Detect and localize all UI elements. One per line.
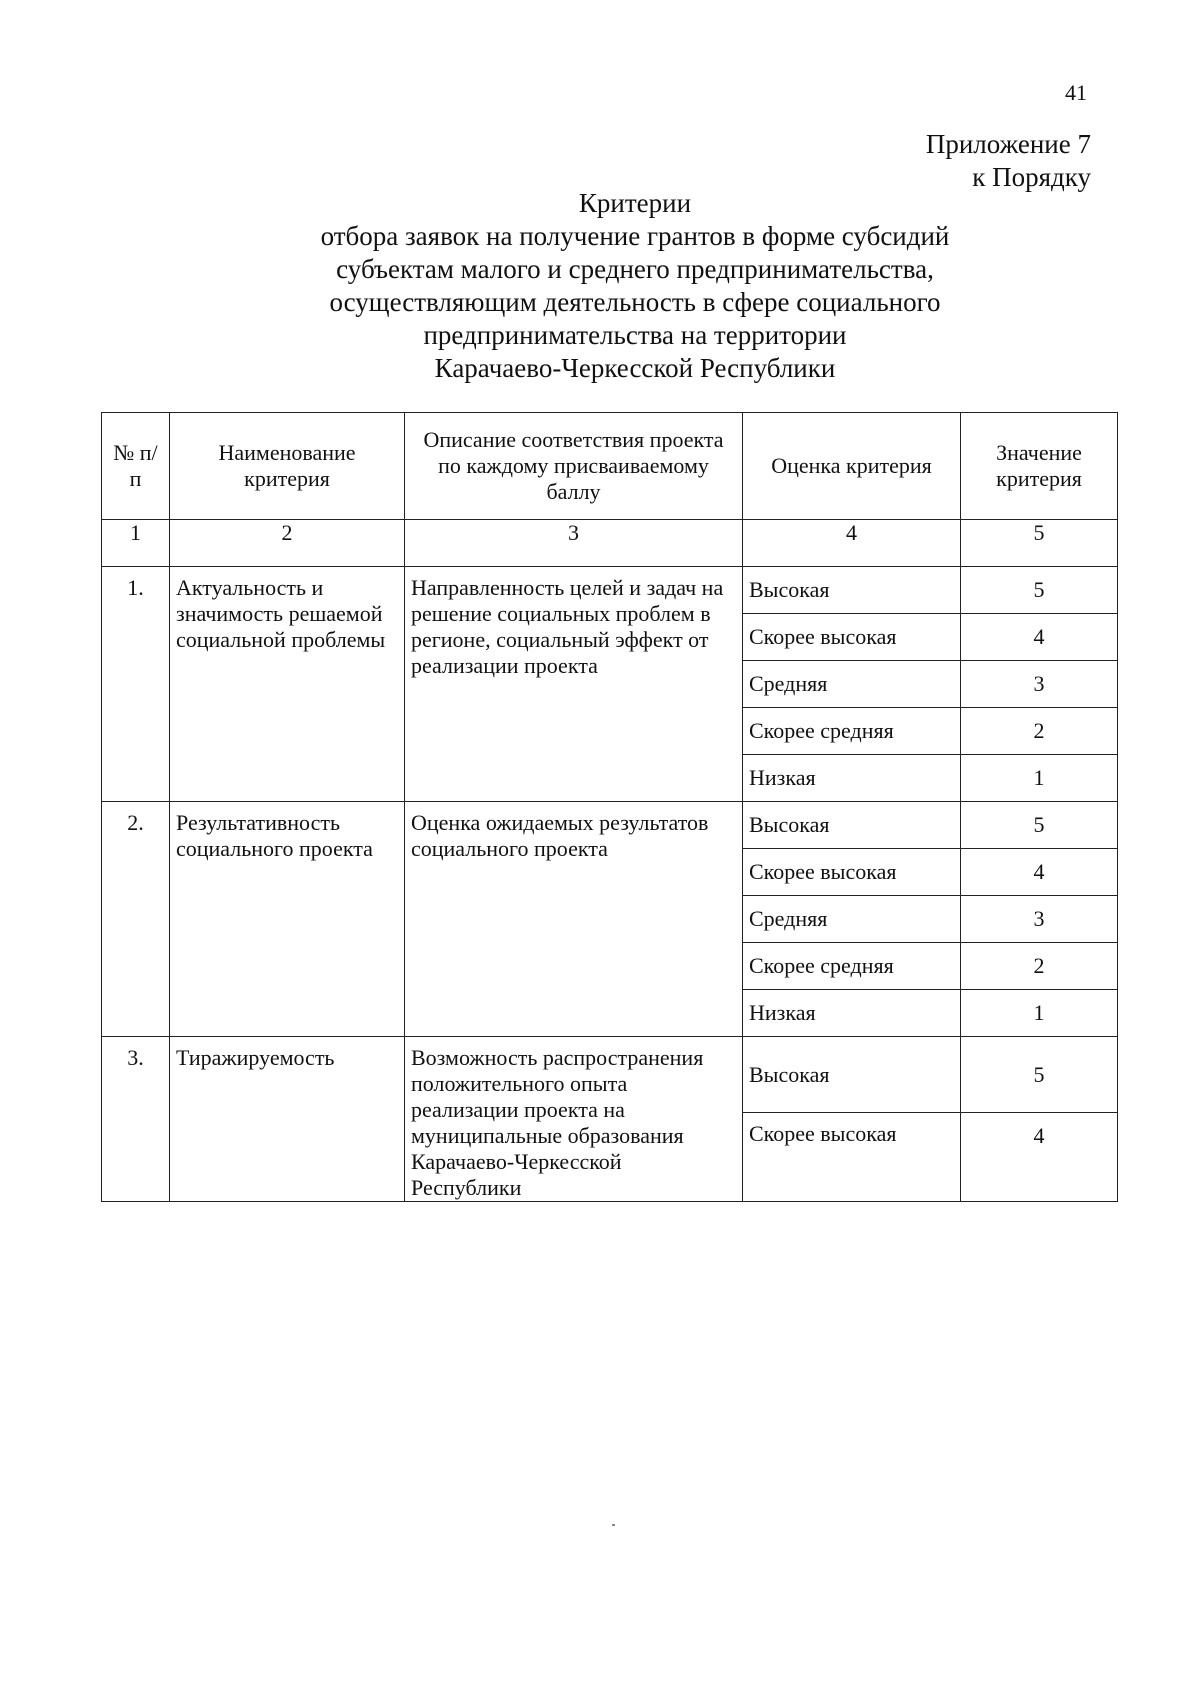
criterion-name: Актуальность и значимость решаемой социальной проблемы <box>170 567 405 802</box>
column-number: 2 <box>170 520 405 567</box>
grade-label: Низкая <box>743 990 961 1037</box>
grade-label: Низкая <box>743 755 961 802</box>
grade-value: 1 <box>961 990 1118 1037</box>
table-row <box>102 1037 1118 1113</box>
grade-value: 1 <box>961 755 1118 802</box>
grade-value: 3 <box>961 661 1118 708</box>
appendix-reference <box>926 128 1091 194</box>
column-number: 1 <box>102 520 170 567</box>
table-header-row <box>102 413 1118 520</box>
grade-value: 4 <box>961 1113 1118 1202</box>
grade-value: 5 <box>961 802 1118 849</box>
document-title <box>230 187 1040 385</box>
grade-value: 5 <box>961 1037 1118 1113</box>
appendix-line: Приложение 7 <box>925 129 1091 159</box>
grade-value: 4 <box>961 849 1118 896</box>
grade-label: Высокая <box>743 567 961 614</box>
page-number: 41 <box>1065 80 1087 105</box>
column-number: 5 <box>961 520 1118 567</box>
criterion-number: 3. <box>102 1037 170 1202</box>
grade-label: Высокая <box>743 802 961 849</box>
grade-value: 3 <box>961 896 1118 943</box>
title-line: отбора заявок на получение грантов в форме субсидий <box>320 221 950 251</box>
criterion-number: 2. <box>102 802 170 1037</box>
criterion-description: Оценка ожидаемых результатов социального проекта <box>405 802 743 1037</box>
grade-label: Скорее средняя <box>743 943 961 990</box>
column-number: 3 <box>405 520 743 567</box>
appendix-line: к Порядку <box>972 162 1091 192</box>
header-value: Значение критерия <box>961 413 1118 520</box>
criterion-name: Тиражируемость <box>170 1037 405 1202</box>
criterion-description: Направленность целей и задач на решение социальных проблем в регионе, социальный эффект от реализации проекта <box>405 567 743 802</box>
grade-label: Скорее высокая <box>743 614 961 661</box>
grade-label: Скорее средняя <box>743 708 961 755</box>
title-line: субъектам малого и среднего предпринимательства, <box>336 254 934 284</box>
grade-value: 5 <box>961 567 1118 614</box>
header-name: Наименование критерия <box>170 413 405 520</box>
grade-value: 4 <box>961 614 1118 661</box>
table-row <box>102 567 1118 614</box>
scan-speck <box>612 1524 615 1526</box>
header-num: № п/п <box>102 413 170 520</box>
grade-value: 2 <box>961 943 1118 990</box>
grade-label: Средняя <box>743 896 961 943</box>
grade-label: Высокая <box>743 1037 961 1113</box>
grade-label: Скорее высокая <box>743 849 961 896</box>
header-description: Описание соответствия проекта по каждому присваиваемому баллу <box>405 413 743 520</box>
grade-label: Скорее высокая <box>743 1113 961 1202</box>
title-line: Критерии <box>578 188 692 218</box>
criterion-name: Результативность социального проекта <box>170 802 405 1037</box>
header-grade: Оценка критерия <box>743 413 961 520</box>
column-number: 4 <box>743 520 961 567</box>
title-line: предпринимательства на территории <box>423 320 847 350</box>
table-row <box>102 802 1118 849</box>
title-line: Карачаево-Черкесской Республики <box>434 353 836 383</box>
criteria-table <box>101 412 1118 1202</box>
criterion-description: Возможность распространения положительного опыта реализации проекта на муниципальные образования Карачаево-Черкесской Республики <box>405 1037 743 1202</box>
criterion-number: 1. <box>102 567 170 802</box>
grade-value: 2 <box>961 708 1118 755</box>
title-line: осуществляющим деятельность в сфере социального <box>329 287 941 317</box>
grade-label: Средняя <box>743 661 961 708</box>
column-number-row <box>102 520 1118 567</box>
